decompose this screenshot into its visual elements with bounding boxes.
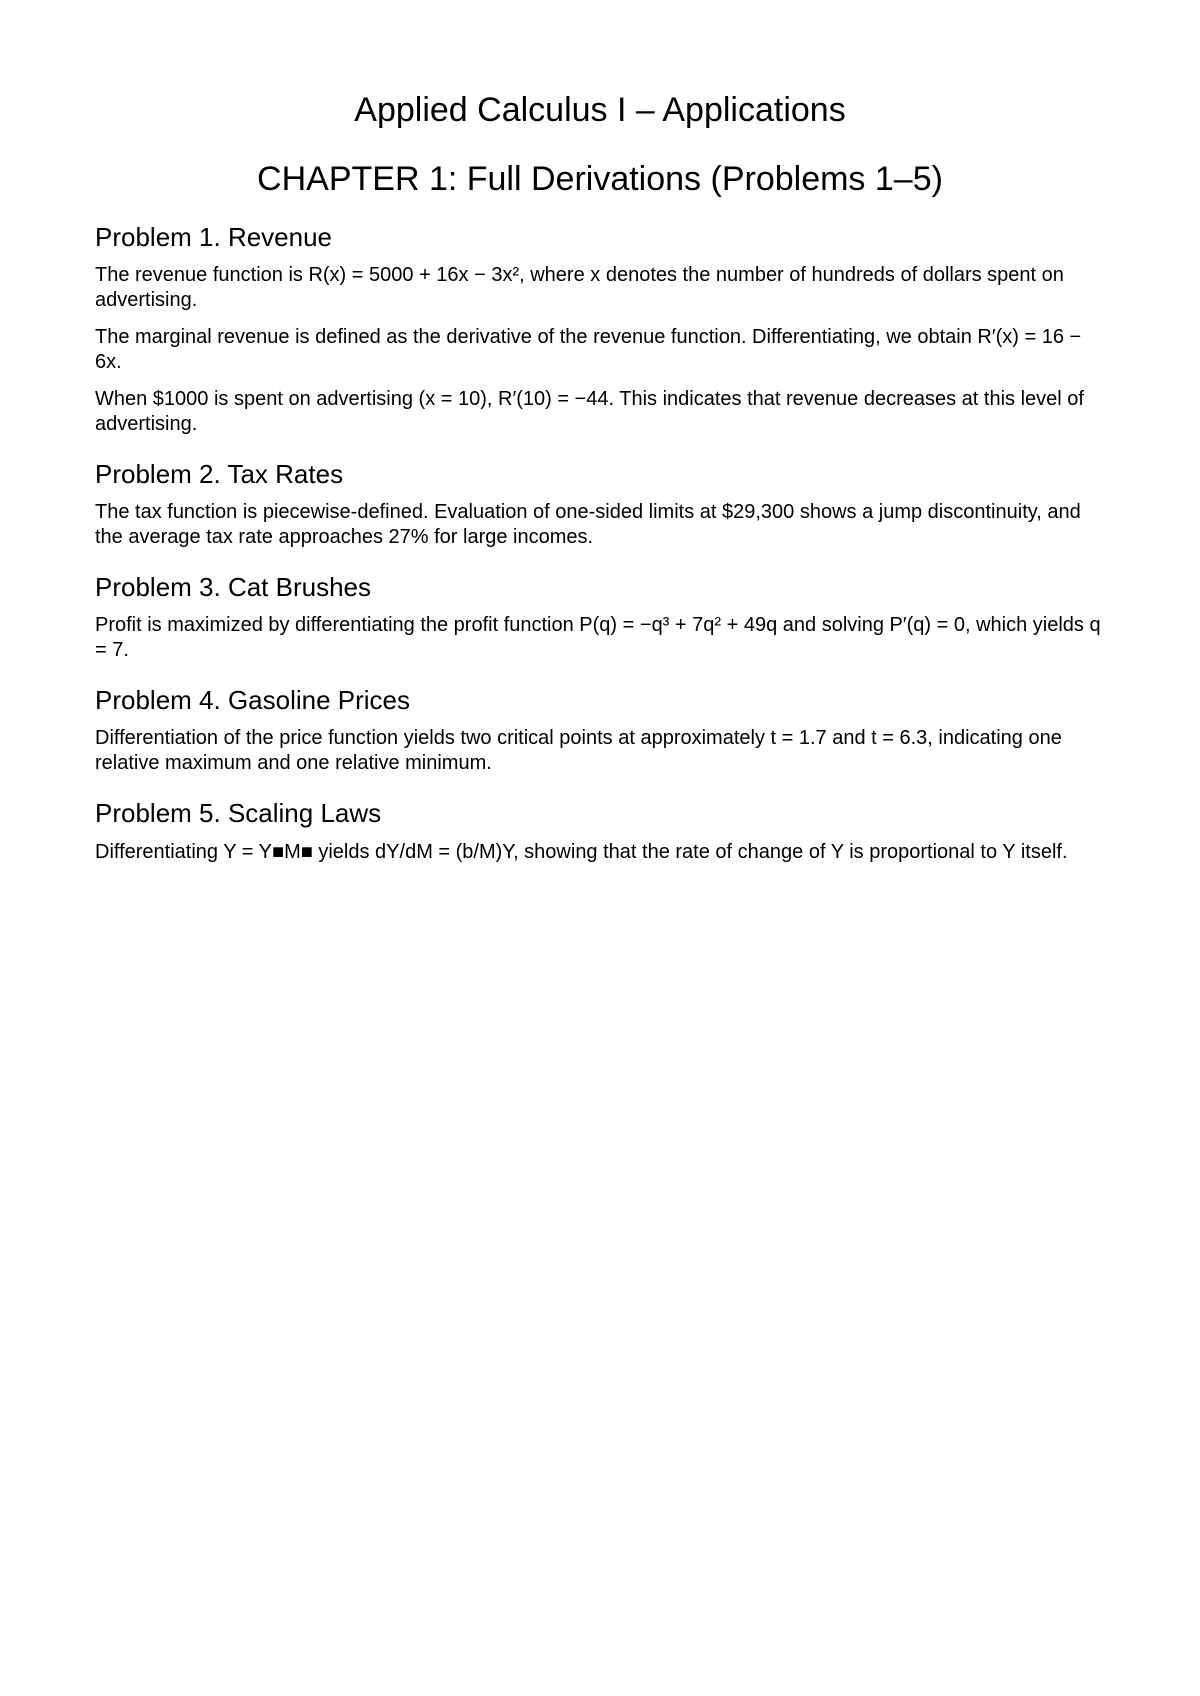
problem-2-heading: Problem 2. Tax Rates [95,458,344,489]
problem-1-paragraph-2: The marginal revenue is defined as the derivative of the revenue function. Differentiating, we obtain R′(x) = 16 − 6x. [95,325,1082,373]
problem-3-heading: Problem 3. Cat Brushes [95,571,372,602]
problem-4-section [95,685,1105,776]
problem-1-paragraph-3: When $1000 is spent on advertising (x = 10), R′(10) = −44. This indicates that revenue decreases at this level of advertising. [95,387,1084,435]
problem-2-section [95,459,1105,550]
problem-3-paragraph-1: Profit is maximized by differentiating the profit function P(q) = −q³ + 7q² + 49q and solving P′(q) = 0, which yields q = 7. [95,614,1101,662]
problem-4-paragraph-1: Differentiation of the price function yields two critical points at approximately t = 1.7 and t = 6.3, indicating one relative maximum and one relative minimum. [95,727,1062,775]
problem-5-paragraph-1: Differentiating Y = Y■M■ yields dY/dM = (b/M)Y, showing that the rate of change of Y is proportional to Y itself. [95,840,1068,863]
problem-2-paragraph-1: The tax function is piecewise-defined. Evaluation of one-sided limits at $29,300 shows a jump discontinuity, and the average tax rate approaches 27% for large incomes. [95,500,1081,548]
problem-5-heading: Problem 5. Scaling Laws [95,798,382,829]
problem-1-section [95,222,1105,437]
problem-1-heading: Problem 1. Revenue [95,221,333,252]
problem-4-heading: Problem 4. Gasoline Prices [95,685,411,716]
document-title: Applied Calculus I – Applications [354,91,846,129]
problem-5-section [95,798,1105,864]
chapter-title: CHAPTER 1: Full Derivations (Problems 1–5) [257,159,943,198]
problem-3-section [95,572,1105,663]
problem-1-paragraph-1: The revenue function is R(x) = 5000 + 16x − 3x², where x denotes the number of hundreds of dollars spent on advertising. [95,263,1064,311]
